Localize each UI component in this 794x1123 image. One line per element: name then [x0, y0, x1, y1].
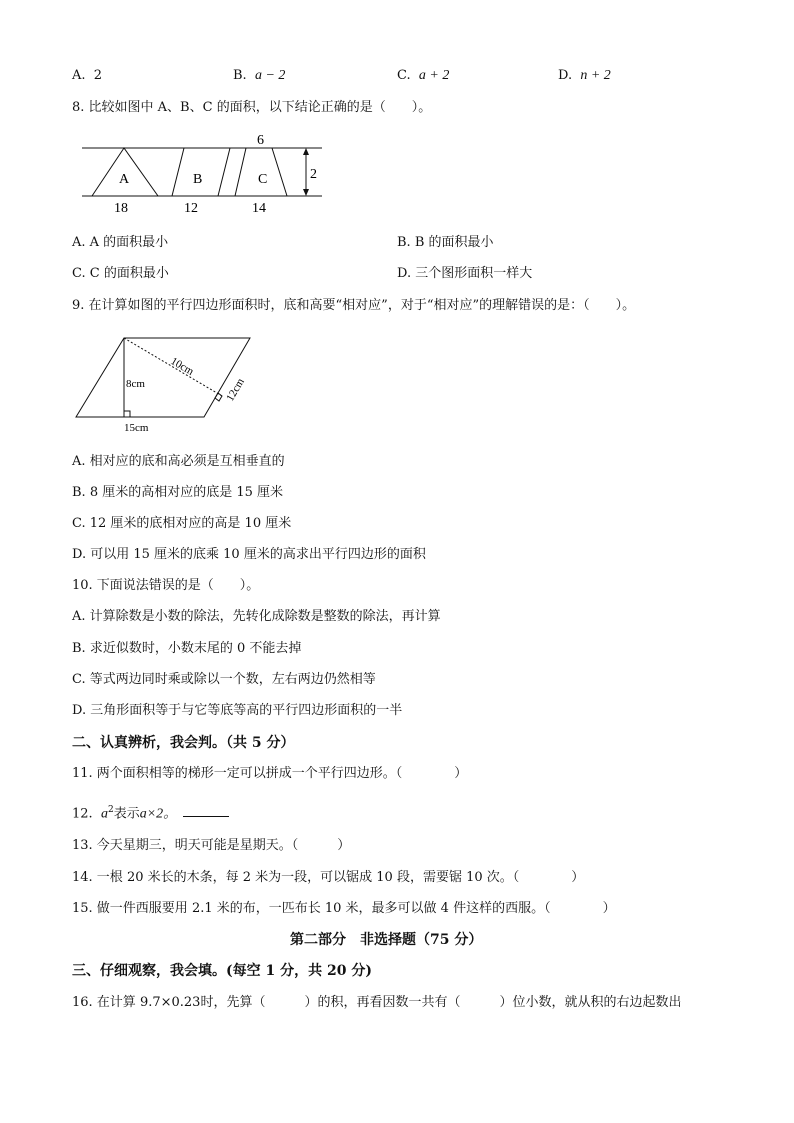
q15: 15. 做一件西服要用 2.1 米的布，一匹布长 10 米，最多可以做 4 件这样的西服。（ ） — [72, 901, 616, 916]
q8-bottom-label-12: 12 — [184, 201, 198, 216]
q8-arrow-down — [303, 189, 309, 196]
q9-option-b: B. 8 厘米的高相对应的底是 15 厘米 — [72, 485, 284, 500]
q13: 13. 今天星期三，明天可能是星期天。（ ） — [72, 838, 351, 853]
q8-height-label: 2 — [310, 167, 317, 182]
q9-figure — [72, 330, 262, 434]
q8-stem: 8. 比较如图中 A、B、C 的面积，以下结论正确的是（ ）。 — [72, 100, 432, 115]
q7-option-d: D. n + 2 — [558, 68, 611, 83]
q9-parallelogram — [76, 338, 250, 417]
q8-top-label: 6 — [257, 133, 264, 148]
part2-title: 第二部分 非选择题（75 分） — [290, 932, 483, 948]
q10-option-d: D. 三角形面积等于与它等底等高的平行四边形面积的一半 — [72, 703, 403, 718]
q9-base-label: 15cm — [124, 422, 149, 434]
q12-answer-blank[interactable] — [183, 804, 229, 817]
q8-option-c: C. C 的面积最小 — [72, 266, 169, 281]
section2-title: 二、认真辨析，我会判。（共 5 分） — [72, 735, 295, 751]
q9-height-label: 8cm — [126, 378, 145, 390]
q9-diag-label: 10cm — [168, 355, 196, 378]
q8-option-a: A. A 的面积最小 — [72, 235, 169, 250]
q14: 14. 一根 20 米长的木条，每 2 米为一段，可以锯成 10 段，需要锯 10 次。（ ） — [72, 870, 585, 885]
q9-option-d: D. 可以用 15 厘米的底乘 10 厘米的高求出平行四边形的面积 — [72, 547, 426, 562]
q9-option-c: C. 12 厘米的底相对应的高是 10 厘米 — [72, 516, 292, 531]
q12: 12. $a^2$表示a×2。 — [72, 802, 229, 822]
q16: 16. 在计算 9.7×0.23时，先算（ ）的积，再看因数一共有（ ）位小数，就从积的右边起数出 — [72, 995, 682, 1010]
q8-label-c: C — [258, 172, 268, 187]
section3-title: 三、仔细观察，我会填。(每空 1 分，共 20 分) — [72, 963, 372, 979]
q10-option-a: A. 计算除数是小数的除法，先转化成除数是整数的除法，再计算 — [72, 609, 441, 624]
q8-label-b: B — [193, 172, 203, 187]
q8-bottom-label-18: 18 — [114, 201, 128, 216]
q8-option-d: D. 三个图形面积一样大 — [397, 266, 533, 281]
q8-bottom-label-14: 14 — [252, 201, 266, 216]
q8-arrow-up — [303, 148, 309, 155]
q7-option-c: C. a + 2 — [397, 68, 450, 83]
q9-stem: 9. 在计算如图的平行四边形面积时，底和高要“相对应”，对于“相对应”的理解错误的是：（ ）。 — [72, 298, 636, 313]
q9-right-angle-bottom — [124, 411, 130, 417]
q7-option-a: A. 2 — [72, 68, 103, 83]
q9-side-label: 12cm — [224, 376, 247, 404]
q10-option-b: B. 求近似数时，小数末尾的 0 不能去掉 — [72, 641, 302, 656]
q9-option-a: A. 相对应的底和高必须是互相垂直的 — [72, 454, 285, 469]
q10-stem: 10. 下面说法错误的是（ ）。 — [72, 578, 260, 593]
q10-option-c: C. 等式两边同时乘或除以一个数，左右两边仍然相等 — [72, 672, 376, 687]
q11: 11. 两个面积相等的梯形一定可以拼成一个平行四边形。（ ） — [72, 766, 468, 781]
q8-option-b: B. B 的面积最小 — [397, 235, 494, 250]
q8-label-a: A — [119, 172, 130, 187]
q8-figure — [72, 128, 332, 218]
q7-option-b: B. a − 2 — [233, 68, 286, 83]
